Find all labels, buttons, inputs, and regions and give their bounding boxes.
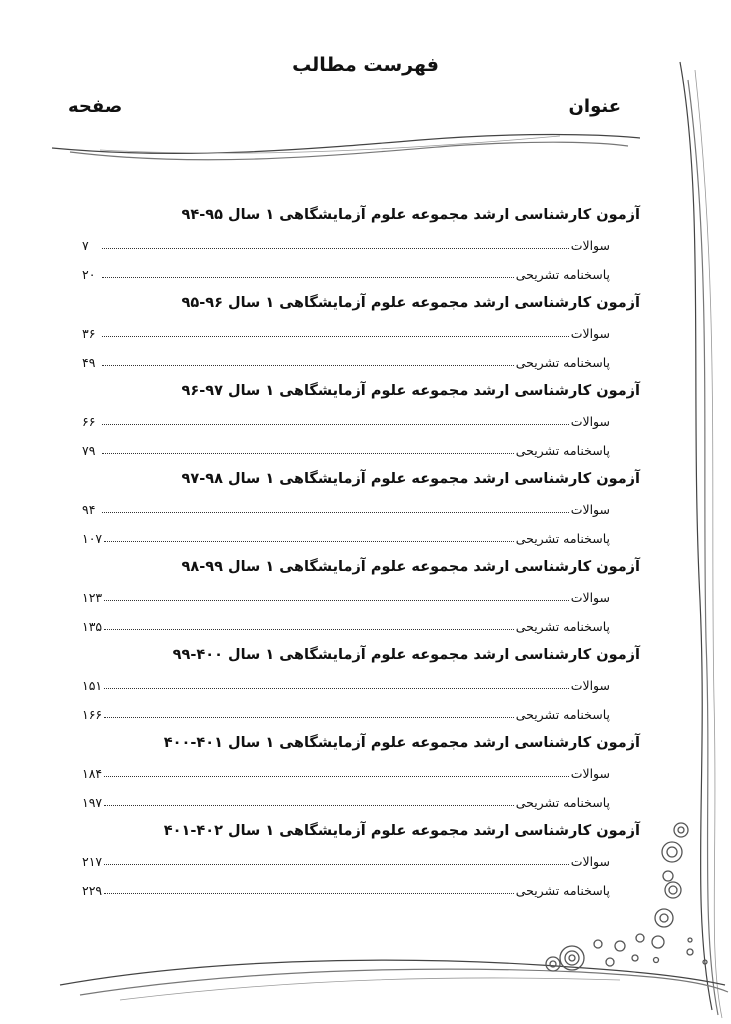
- toc-entry: [82, 758, 640, 787]
- title-column-header: عنوان: [568, 96, 621, 117]
- dot-leader: [102, 424, 569, 425]
- dot-leader: [104, 717, 514, 718]
- entry-page: ۱۸۴: [82, 766, 103, 781]
- toc-section: [82, 200, 640, 288]
- page-column-header: صفحه: [68, 96, 123, 117]
- toc-entry: [82, 670, 640, 699]
- dot-leader: [102, 453, 514, 454]
- entry-label: پاسخنامه تشریحی: [515, 619, 610, 634]
- entry-label: پاسخنامه تشریحی: [515, 267, 610, 282]
- entry-page: ۲۲۹: [82, 883, 103, 898]
- dot-leader: [102, 248, 569, 249]
- section-title: آزمون کارشناسی ارشد مجموعه علوم آزمایشگاهی ۱ سال ۹۵-۹۴: [181, 207, 640, 223]
- dot-leader: [102, 336, 569, 337]
- entry-label: پاسخنامه تشریحی: [515, 795, 610, 810]
- dot-leader: [104, 893, 514, 894]
- entry-label: سوالات: [570, 326, 610, 341]
- page-title: فهرست مطالب: [292, 54, 439, 76]
- entry-page: ۱۹۷: [82, 795, 103, 810]
- entry-page: ۱۶۶: [82, 707, 103, 722]
- entry-label: سوالات: [570, 414, 610, 429]
- section-title: آزمون کارشناسی ارشد مجموعه علوم آزمایشگاهی ۱ سال ۹۷-۹۶: [181, 383, 640, 399]
- entry-page: ۱۰۷: [82, 531, 103, 546]
- dot-leader: [104, 600, 569, 601]
- toc-section: [82, 288, 640, 376]
- toc-entry: [82, 611, 640, 640]
- bottom-swoosh-1: [60, 960, 725, 985]
- toc-entry: [82, 523, 640, 552]
- toc-entry: [82, 494, 640, 523]
- dot-leader: [104, 629, 514, 630]
- toc-entry: [82, 846, 640, 875]
- toc-section: [82, 376, 640, 464]
- entry-page: ۶۶: [82, 414, 96, 429]
- toc-entry: [82, 318, 640, 347]
- right-swoosh-1: [680, 62, 712, 1010]
- entry-label: پاسخنامه تشریحی: [515, 355, 610, 370]
- entry-label: سوالات: [570, 502, 610, 517]
- toc-entry: [82, 699, 640, 728]
- entry-label: پاسخنامه تشریحی: [515, 531, 610, 546]
- toc-entry: [82, 230, 640, 259]
- section-title: آزمون کارشناسی ارشد مجموعه علوم آزمایشگاهی ۱ سال ۴۰۱-۴۰۰: [163, 735, 640, 751]
- entry-label: سوالات: [570, 766, 610, 781]
- dot-leader: [104, 864, 569, 865]
- dot-leader: [104, 688, 569, 689]
- toc-section: [82, 816, 640, 904]
- entry-label: سوالات: [570, 678, 610, 693]
- toc-entry: [82, 787, 640, 816]
- section-title: آزمون کارشناسی ارشد مجموعه علوم آزمایشگاهی ۱ سال ۹۸-۹۷: [181, 471, 640, 487]
- header-swoosh-1: [52, 135, 640, 154]
- toc-entry: [82, 347, 640, 376]
- toc-section: [82, 640, 640, 728]
- header-swoosh-2: [70, 142, 628, 160]
- toc-entry: [82, 406, 640, 435]
- entry-page: ۷: [82, 238, 89, 253]
- entry-page: ۷۹: [82, 443, 96, 458]
- entry-page: ۲۰: [82, 267, 96, 282]
- entry-page: ۲۱۷: [82, 854, 103, 869]
- dot-leader: [104, 541, 514, 542]
- entry-page: ۳۶: [82, 326, 96, 341]
- toc-section: [82, 464, 640, 552]
- toc-entry: [82, 259, 640, 288]
- toc-section: [82, 552, 640, 640]
- section-title: آزمون کارشناسی ارشد مجموعه علوم آزمایشگاهی ۱ سال ۴۰۲-۴۰۱: [163, 823, 640, 839]
- dot-leader: [102, 277, 514, 278]
- entry-page: ۱۲۳: [82, 590, 103, 605]
- toc-entry: [82, 875, 640, 904]
- toc-entry: [82, 582, 640, 611]
- entry-page: ۱۵۱: [82, 678, 103, 693]
- dot-leader: [102, 512, 569, 513]
- entry-page: ۴۹: [82, 355, 96, 370]
- entry-page: ۹۴: [82, 502, 96, 517]
- entry-label: سوالات: [570, 854, 610, 869]
- entry-label: سوالات: [570, 238, 610, 253]
- table-of-contents: [82, 200, 640, 904]
- entry-label: پاسخنامه تشریحی: [515, 883, 610, 898]
- entry-label: پاسخنامه تشریحی: [515, 707, 610, 722]
- section-title: آزمون کارشناسی ارشد مجموعه علوم آزمایشگاهی ۱ سال ۹۹-۹۸: [181, 559, 640, 575]
- entry-label: پاسخنامه تشریحی: [515, 443, 610, 458]
- dot-leader: [102, 365, 514, 366]
- section-title: آزمون کارشناسی ارشد مجموعه علوم آزمایشگاهی ۱ سال ۹۶-۹۵: [181, 295, 640, 311]
- section-title: آزمون کارشناسی ارشد مجموعه علوم آزمایشگاهی ۱ سال ۴۰۰-۹۹: [172, 647, 640, 663]
- dot-leader: [104, 776, 569, 777]
- toc-entry: [82, 435, 640, 464]
- toc-section: [82, 728, 640, 816]
- entry-page: ۱۳۵: [82, 619, 103, 634]
- dot-leader: [104, 805, 514, 806]
- entry-label: سوالات: [570, 590, 610, 605]
